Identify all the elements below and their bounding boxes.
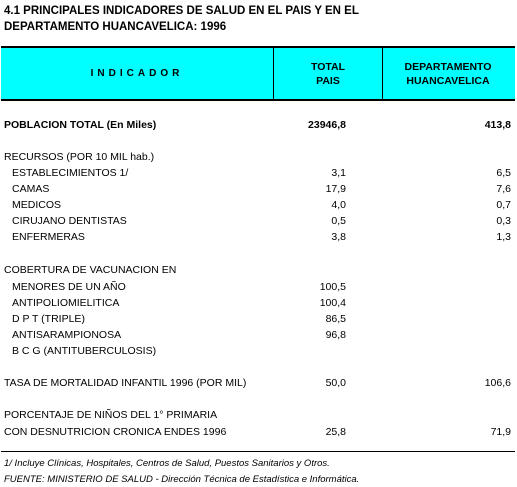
row-label: RECURSOS (POR 10 MIL hab.) xyxy=(4,151,155,163)
table-row xyxy=(0,312,517,326)
total-pais-value: 100,5 xyxy=(319,281,346,293)
row-label: CAMAS xyxy=(12,183,50,195)
footnote: 1/ Incluye Clínicas, Hospitales, Centros de Salud, Puestos Sanitarios y Otros. xyxy=(4,458,330,469)
huancavelica-value: 1,3 xyxy=(496,231,511,243)
total-pais-value: 100,4 xyxy=(319,297,346,309)
table-row xyxy=(0,118,517,132)
table-row xyxy=(0,230,517,244)
table-row xyxy=(0,376,517,390)
row-label: D P T (TRIPLE) xyxy=(12,313,85,325)
total-pais-value: 23946,8 xyxy=(308,119,346,131)
total-pais-value: 96,8 xyxy=(325,329,346,341)
row-label: ANTIPOLIOMIELITICA xyxy=(12,297,120,309)
table-row xyxy=(0,328,517,342)
huancavelica-value: 413,8 xyxy=(484,119,511,131)
row-label: B C G (ANTITUBERCULOSIS) xyxy=(12,345,157,357)
total-pais-value: 3,8 xyxy=(331,231,346,243)
huancavelica-value: 106,6 xyxy=(484,377,511,389)
huancavelica-value: 7,6 xyxy=(496,183,511,195)
table-title-line2: DEPARTAMENTO HUANCAVELICA: 1996 xyxy=(4,21,227,33)
row-label: ANTISARAMPIONOSA xyxy=(12,329,122,341)
row-label: PORCENTAJE DE NIÑOS DEL 1° PRIMARIA xyxy=(4,409,218,421)
total-pais-value: 17,9 xyxy=(325,183,346,195)
total-pais-value: 4,0 xyxy=(331,199,346,211)
row-label: POBLACION TOTAL (En Miles) xyxy=(4,119,157,131)
huancavelica-value: 0,3 xyxy=(496,215,511,227)
row-label: CIRUJANO DENTISTAS xyxy=(12,215,127,227)
huancavelica-value: 6,5 xyxy=(496,167,511,179)
table-row xyxy=(0,296,517,310)
huancavelica-column-header: DEPARTAMENTO HUANCAVELICA xyxy=(404,60,492,87)
row-label: ESTABLECIMIENTOS 1/ xyxy=(12,167,129,179)
total-pais-value: 50,0 xyxy=(325,377,346,389)
table-title-line1: 4.1 PRINCIPALES INDICADORES DE SALUD EN EL PAIS Y EN EL xyxy=(4,5,359,17)
total-pais-column-header: TOTAL PAIS xyxy=(310,60,346,87)
table-row xyxy=(0,150,517,164)
row-label: ENFERMERAS xyxy=(12,231,85,243)
row-label: CON DESNUTRICION CRONICA ENDES 1996 xyxy=(4,426,227,438)
total-pais-value: 3,1 xyxy=(331,167,346,179)
table-row xyxy=(0,425,517,439)
row-label: MEDICOS xyxy=(12,199,62,211)
source-note: FUENTE: MINISTERIO DE SALUD - Dirección Técnica de Estadística e Informática. xyxy=(4,474,360,485)
table-row xyxy=(0,182,517,196)
total-pais-value: 86,5 xyxy=(325,313,346,325)
table-row xyxy=(0,280,517,294)
huancavelica-value: 0,7 xyxy=(496,199,511,211)
huancavelica-value: 71,9 xyxy=(490,426,511,438)
table-header xyxy=(1,46,515,101)
table-row xyxy=(0,166,517,180)
table-row xyxy=(0,214,517,228)
total-pais-value: 25,8 xyxy=(325,426,346,438)
table-row xyxy=(0,408,517,422)
row-label: MENORES DE UN AÑO xyxy=(12,281,126,293)
table-row xyxy=(0,344,517,358)
row-label: COBERTURA DE VACUNACION EN xyxy=(4,264,177,276)
indicator-column-header: INDICADOR xyxy=(90,68,184,79)
table-row xyxy=(0,198,517,212)
total-pais-value: 0,5 xyxy=(331,215,346,227)
table-row xyxy=(0,263,517,277)
row-label: TASA DE MORTALIDAD INFANTIL 1996 (POR MIL) xyxy=(4,377,247,389)
footer-rule xyxy=(1,451,515,452)
